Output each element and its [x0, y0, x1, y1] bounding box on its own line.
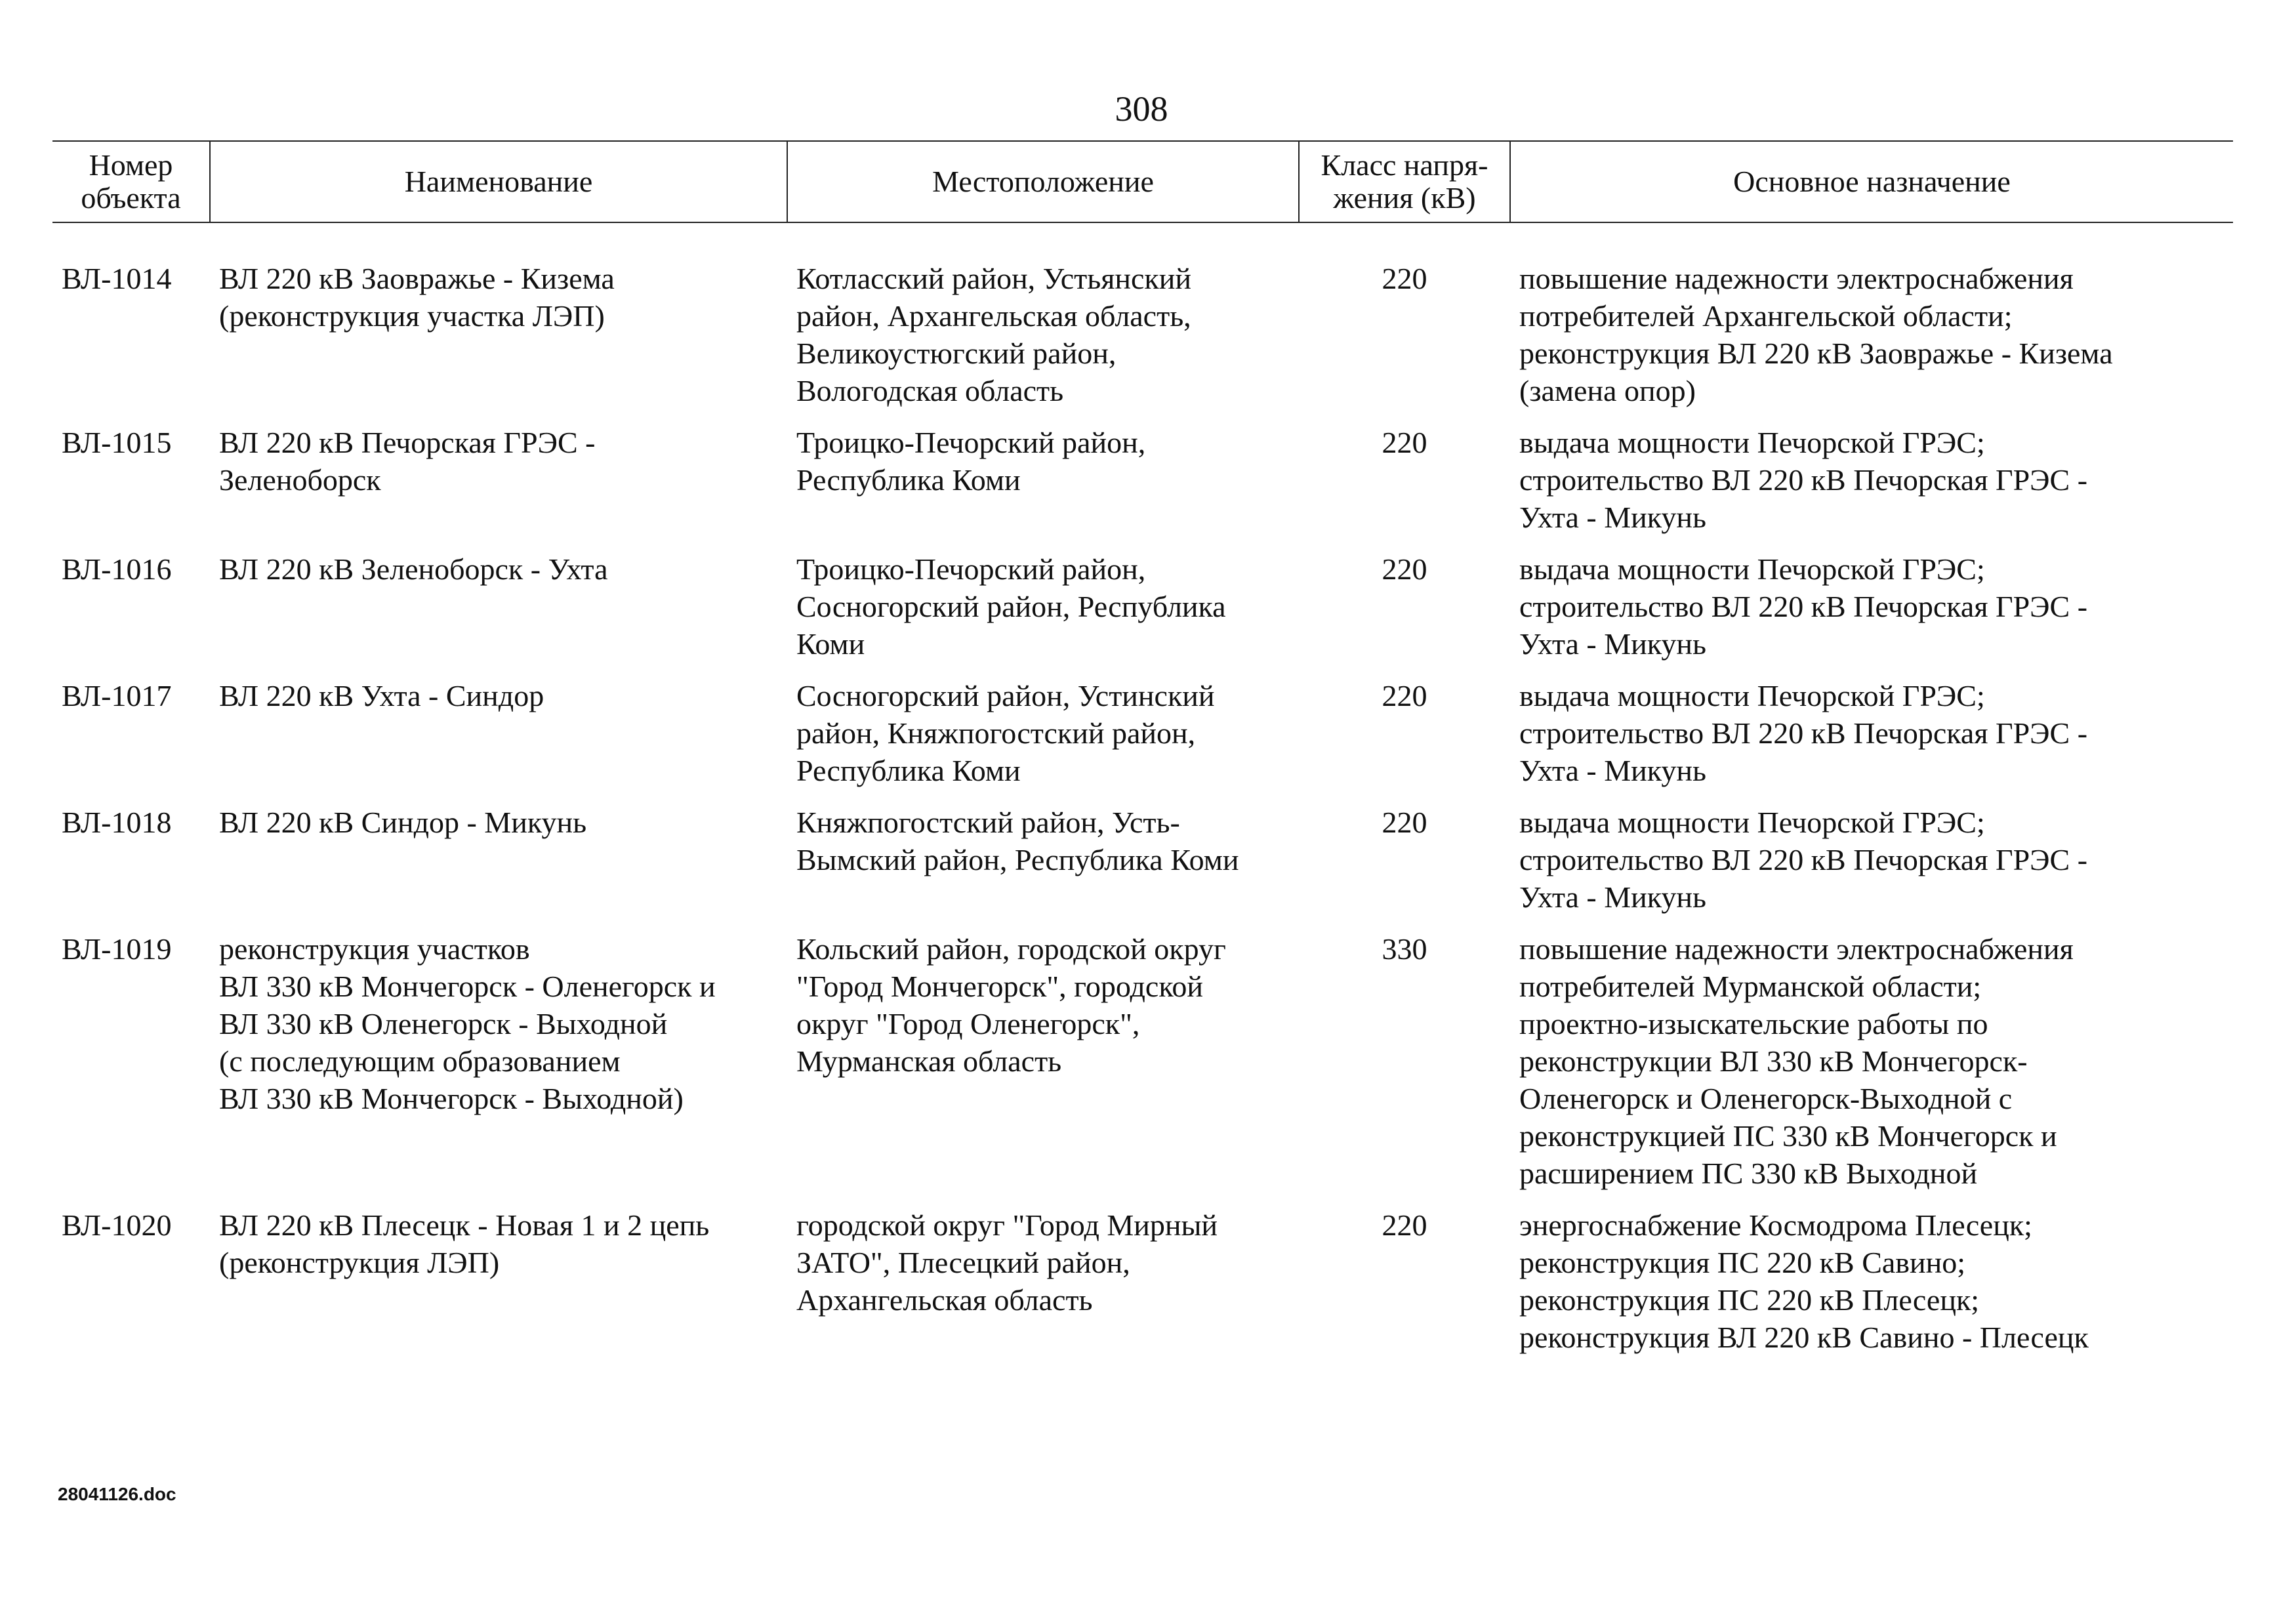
- table-row: [52, 804, 2233, 916]
- header-location: Местоположение: [787, 141, 1299, 222]
- object-name: ВЛ 220 кВ Ухта - Синдор: [219, 679, 544, 712]
- object-number: ВЛ-1018: [62, 806, 172, 839]
- object-purpose: выдача мощности Печорской ГРЭС; строительство ВЛ 220 кВ Печорская ГРЭС - Ухта - Микунь: [1519, 552, 2088, 661]
- object-location: Котласский район, Устьянский район, Архангельская область, Великоустюгский район, Вологодская область: [796, 262, 1191, 407]
- table-row: [52, 424, 2233, 536]
- object-voltage: 220: [1382, 426, 1427, 459]
- object-number: ВЛ-1014: [62, 262, 172, 295]
- object-number: ВЛ-1015: [62, 426, 172, 459]
- header-name: Наименование: [210, 141, 787, 222]
- document-filename: 28041126.doc: [58, 1484, 176, 1504]
- object-location: Троицко-Печорский район, Республика Коми: [796, 426, 1146, 497]
- object-location: Троицко-Печорский район, Сосногорский район, Республика Коми: [796, 552, 1226, 661]
- header-voltage: Класс напря- жения (кВ): [1299, 141, 1510, 222]
- table-row: [52, 260, 2233, 409]
- page-number: 308: [1115, 89, 1168, 129]
- table-row: [52, 1206, 2233, 1356]
- object-purpose: выдача мощности Печорской ГРЭС; строительство ВЛ 220 кВ Печорская ГРЭС - Ухта - Микунь: [1519, 806, 2088, 914]
- object-name: реконструкция участков ВЛ 330 кВ Мончегорск - Оленегорск и ВЛ 330 кВ Оленегорск - Выходной (с последующим образованием ВЛ 330 кВ Мончегорск - Выходной): [219, 932, 716, 1115]
- object-purpose: повышение надежности электроснабжения потребителей Архангельской области; реконструкция ВЛ 220 кВ Заовражье - Кизема (замена опор): [1519, 262, 2113, 407]
- object-voltage: 220: [1382, 806, 1427, 839]
- object-location: городской округ "Город Мирный ЗАТО", Плесецкий район, Архангельская область: [796, 1208, 1218, 1317]
- object-number: ВЛ-1016: [62, 552, 172, 586]
- table-body: [52, 260, 2233, 1370]
- object-name: ВЛ 220 кВ Заовражье - Кизема (реконструкция участка ЛЭП): [219, 262, 615, 333]
- table-row: [52, 930, 2233, 1192]
- object-name: ВЛ 220 кВ Плесецк - Новая 1 и 2 цепь (реконструкция ЛЭП): [219, 1208, 710, 1279]
- object-location: Княжпогостский район, Усть- Вымский район, Республика Коми: [796, 806, 1239, 876]
- object-purpose: энергоснабжение Космодрома Плесецк; реконструкция ПС 220 кВ Савино; реконструкция ПС 220 кВ Плесецк; реконструкция ВЛ 220 кВ Савино - Плесецк: [1519, 1208, 2089, 1354]
- object-number: ВЛ-1017: [62, 679, 172, 712]
- object-purpose: выдача мощности Печорской ГРЭС; строительство ВЛ 220 кВ Печорская ГРЭС - Ухта - Микунь: [1519, 679, 2088, 787]
- object-number: ВЛ-1020: [62, 1208, 172, 1242]
- header-number: Номер объекта: [52, 141, 210, 222]
- object-voltage: 220: [1382, 262, 1427, 295]
- table-row: [52, 677, 2233, 789]
- object-voltage: 330: [1382, 932, 1427, 966]
- object-location: Сосногорский район, Устинский район, Княжпогостский район, Республика Коми: [796, 679, 1215, 787]
- object-voltage: 220: [1382, 552, 1427, 586]
- header-purpose: Основное назначение: [1510, 141, 2233, 222]
- object-name: ВЛ 220 кВ Зеленоборск - Ухта: [219, 552, 608, 586]
- object-name: ВЛ 220 кВ Синдор - Микунь: [219, 806, 587, 839]
- table-header: [52, 140, 2233, 223]
- object-purpose: выдача мощности Печорской ГРЭС; строительство ВЛ 220 кВ Печорская ГРЭС - Ухта - Микунь: [1519, 426, 2088, 534]
- object-purpose: повышение надежности электроснабжения потребителей Мурманской области; проектно-изыскательские работы по реконструкции ВЛ 330 кВ Мончегорск- Оленегорск и Оленегорск-Выходной с реконструкцией ПС 330 кВ Мончегорск и расширением ПС 330 кВ Выходной: [1519, 932, 2074, 1190]
- object-location: Кольский район, городской округ "Город Мончегорск", городской округ "Город Оленегорск", Мурманская область: [796, 932, 1226, 1078]
- object-voltage: 220: [1382, 1208, 1427, 1242]
- object-number: ВЛ-1019: [62, 932, 172, 966]
- table-row: [52, 550, 2233, 663]
- object-voltage: 220: [1382, 679, 1427, 712]
- object-name: ВЛ 220 кВ Печорская ГРЭС - Зеленоборск: [219, 426, 596, 497]
